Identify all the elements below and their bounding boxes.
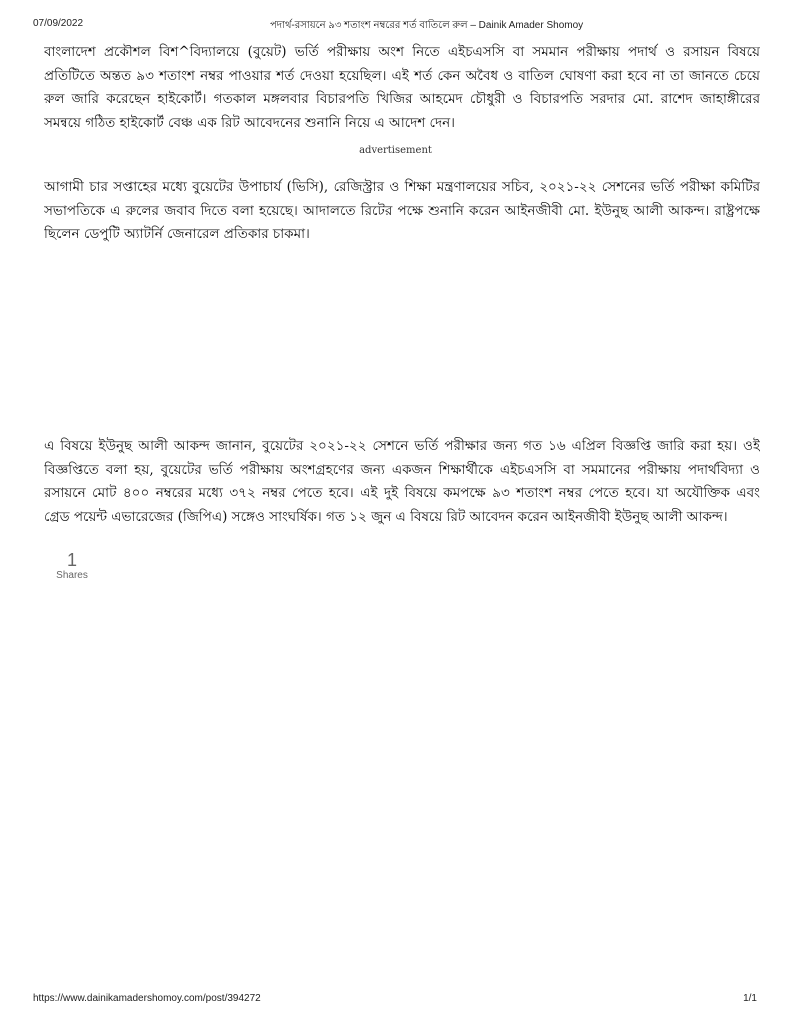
text-line: এ বিষয়ে ইউনুছ আলী আকন্দ জানান, বুয়েটের ২০২১-২২ সেশনে ভর্তি পরীক্ষার জন্য গত ১৬ এপ্রিল বিজ্ঞপ্তি জারি করা হয়। ওই bbox=[44, 438, 760, 454]
text-line: রসায়নে মোট ৪০০ নম্বরের মধ্যে ৩৭২ নম্বর পেতে হবে। এই দুই বিষয়ে কমপক্ষে ৯৩ শতাংশ নম্বর পেতে হবে। যা অযৌক্তিক এবং bbox=[44, 485, 760, 501]
article-paragraph-1 bbox=[44, 41, 760, 135]
text-line: বিজ্ঞপ্তিতে বলা হয়, বুয়েটের ভর্তি পরীক্ষায় অংশগ্রহণের জন্য একজন শিক্ষার্থীকে এইচএসসি বা সমমানের পরীক্ষায় পদার্থবিদ্যা ও bbox=[44, 461, 760, 478]
text-line: প্রতিটিতে অন্তত ৯৩ শতাংশ নম্বর পাওয়ার শর্ত দেওয়া হয়েছিল। এই শর্ত কেন অবৈধ ও বাতিল ঘোষণা করা হবে না তা জানতে চেয়ে bbox=[44, 67, 760, 84]
print-date: 07/09/2022 bbox=[33, 18, 84, 29]
text-line: সমন্বয়ে গঠিত হাইকোর্ট বেঞ্চ এক রিট আবেদনের শুনানি নিয়ে এ আদেশ দেন। bbox=[44, 114, 456, 131]
advertisement-label: advertisement bbox=[359, 145, 432, 156]
page-url: https://www.dainikamadershomoy.com/post/394272 bbox=[33, 993, 261, 1004]
text-line: ছিলেন ডেপুটি অ্যাটর্নি জেনারেল প্রতিকার চাকমা। bbox=[44, 226, 310, 242]
page-number: 1/1 bbox=[743, 993, 757, 1004]
page-title: পদার্থ-রসায়নে ৯৩ শতাংশ নম্বরের শর্ত বাতিলে রুল – Dainik Amader Shomoy bbox=[270, 20, 584, 31]
share-count: 1 bbox=[66, 550, 77, 570]
text-line: গ্রেড পয়েন্ট এভারেজের (জিপিএ) সঙ্গেও সাংঘর্ষিক। গত ১২ জুন এ বিষয়ে রিট আবেদন করেন আইনজীবী ইউনুছ আলী আকন্দ। bbox=[44, 508, 728, 525]
text-line: আগামী চার সপ্তাহের মধ্যে বুয়েটের উপাচার্য (ভিসি), রেজিস্ট্রার ও শিক্ষা মন্ত্রণালয়ের সচিব, ২০২১-২২ সেশনের ভর্তি পরীক্ষা কমিটির bbox=[44, 179, 760, 195]
text-line: রুল জারি করেছেন হাইকোর্ট। গতকাল মঙ্গলবার বিচারপতি খিজির আহমেদ চৌধুরী ও বিচারপতি সরদার মো. রাশেদ জাহাঙ্গীরের bbox=[44, 91, 760, 107]
share-label: Shares bbox=[56, 570, 88, 581]
article-paragraph-3 bbox=[44, 435, 760, 529]
text-line: সভাপতিকে এ রুলের জবাব দিতে বলা হয়েছে। আদালতে রিটের পক্ষে শুনানি করেন আইনজীবী মো. ইউনুছ আলী আকন্দ। রাষ্ট্রপক্ষে bbox=[44, 202, 760, 219]
share-counter[interactable] bbox=[52, 550, 92, 581]
article-paragraph-2 bbox=[44, 176, 760, 247]
text-line: বাংলাদেশ প্রকৌশল বিশ^বিদ্যালয়ে (বুয়েট) ভর্তি পরীক্ষায় অংশ নিতে এইচএসসি বা সমমান পরীক্ষায় পদার্থ ও রসায়ন বিষয়ে bbox=[44, 44, 760, 60]
